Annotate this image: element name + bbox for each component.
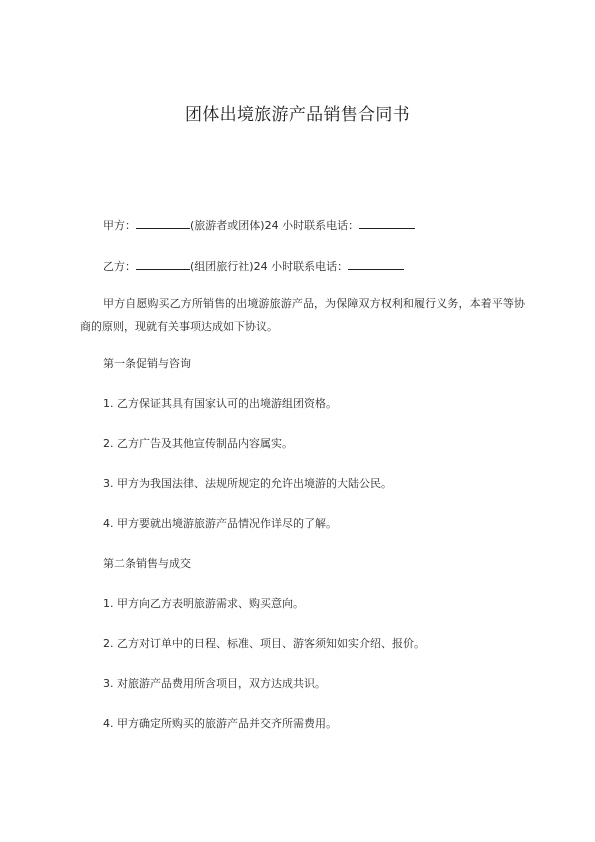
section-heading: 第二条销售与成交	[103, 557, 191, 570]
party-b-name-blank	[136, 258, 190, 270]
section-heading: 第一条促销与咨询	[103, 357, 191, 370]
party-a-label: 甲方：	[103, 219, 136, 232]
clause-item: 4. 甲方要就出境游旅游产品情况作详尽的了解。	[103, 517, 337, 530]
document-title: 团体出境旅游产品销售合同书	[185, 105, 410, 125]
party-b-label: 乙方：	[103, 260, 136, 273]
party-a-name-blank	[136, 217, 190, 229]
party-b-line	[103, 258, 404, 274]
clause-item: 3. 对旅游产品费用所含项目，双方达成共识。	[103, 677, 326, 690]
clause-item: 1. 甲方向乙方表明旅游需求、购买意向。	[103, 597, 304, 610]
clause-item: 2. 乙方广告及其他宣传制品内容属实。	[103, 437, 293, 450]
party-a-note: (旅游者或团体)24 小时联系电话：	[190, 219, 360, 232]
clause-item: 1. 乙方保证其具有国家认可的出境游组团资格。	[103, 397, 337, 410]
party-a-line	[103, 217, 415, 233]
party-b-note: (组团旅行社)24 小时联系电话：	[190, 260, 349, 273]
intro-paragraph: 甲方自愿购买乙方所销售的出境游旅游产品，为保障双方权利和履行义务，本着平等协商的原则，现就有关事项达成如下协议。	[80, 297, 525, 333]
party-b-phone-blank	[348, 258, 404, 270]
clause-item: 4. 甲方确定所购买的旅游产品并交齐所需费用。	[103, 717, 337, 730]
party-a-phone-blank	[359, 217, 415, 229]
clause-item: 2. 乙方对订单中的日程、标准、项目、游客须知如实介绍、报价。	[103, 637, 425, 650]
clause-item: 3. 甲方为我国法律、法规所规定的允许出境游的大陆公民。	[103, 477, 392, 490]
